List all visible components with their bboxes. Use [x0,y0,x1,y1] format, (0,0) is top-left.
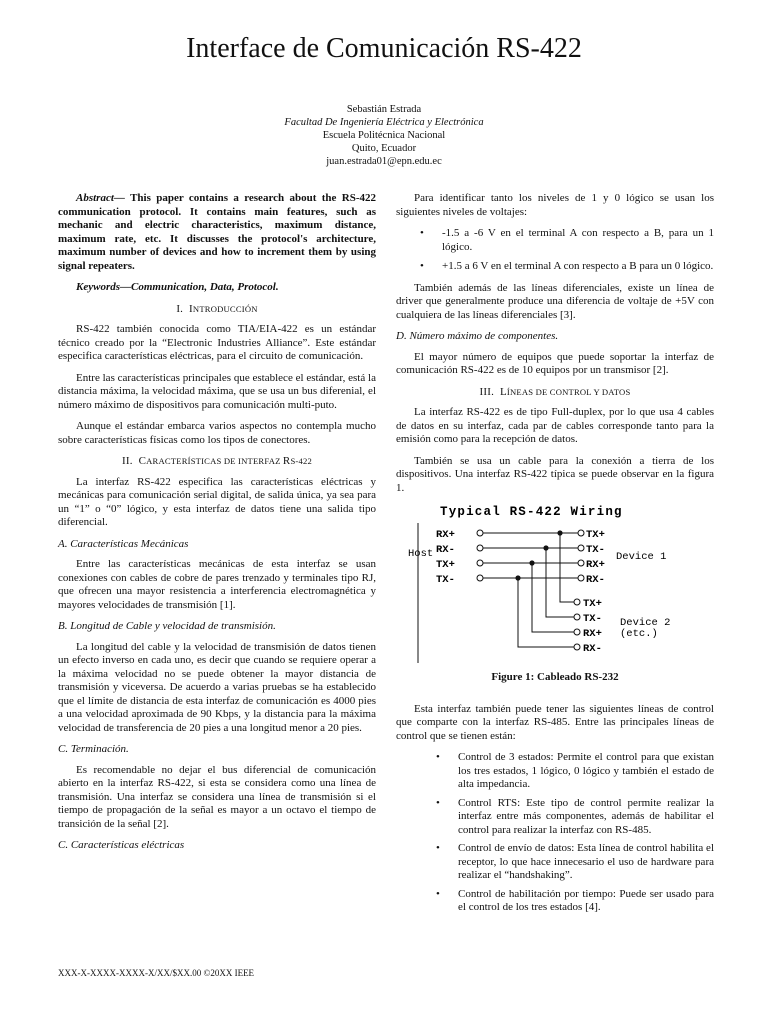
terminal-circle [578,545,584,551]
section-3-rest: ÍNEAS DE CONTROL Y DATOS [506,386,631,397]
list-item-text: Control de envío de datos: Esta línea de control habilita el receptor, lo que hace innecesario el uso de hardware para realizar el “handshaking”. [458,842,714,881]
full-duplex-paragraph: La interfaz RS-422 es de tipo Full-duplex, por lo que usa 4 cables de datos en su interfaz, cada par de cables corresponde tanto para la emisión como para la recepción de datos. [396,406,714,445]
ground-cable-paragraph: También se usa un cable para la conexión a tierra de los dispositivos. Una interfaz RS-422 típica se puede observar en la figura 1. [396,454,714,494]
terminal-circle [578,575,584,581]
bullet-icon: • [436,887,440,900]
section-heading-3 [396,386,714,400]
author-block [284,103,484,168]
wire [560,533,574,602]
device1-pin-label: TX- [586,544,605,556]
cable-length-paragraph: La longitud del cable y la velocidad de transmisión de datos tienen un efecto inverso en cada uno, es decir que cuando se requiere operar a la máxima velocidad no se puede obtener la mayor distancia de transmisión y viceversa. De acuerdo a varias pruebas se ha establecido que el límite de distancia de esta interfaz de comunicación es 4000 pies a una velocidad aproximada de 90 Kbps, y la distancia para la máxima velocidad de transferencia de 20 pies a una longitud menor a 20 pies. [58,640,376,734]
device1-label: Device 1 [616,551,667,563]
copyright-footer: XXX-X-XXXX-XXXX-X/XX/$XX.00 ©20XX IEEE [58,968,255,978]
author-faculty: Facultad De Ingeniería Eléctrica y Electrónica [284,117,484,128]
wiring-figure [396,503,714,665]
device1-pin-label: RX- [586,574,605,586]
junction-dot [515,575,520,580]
section-3-first: L [500,385,507,398]
device2-sublabel: (etc.) [620,628,658,640]
host-label: Host [408,548,434,560]
wire [532,563,574,632]
host-pin-label: TX- [436,574,455,586]
junction-dot [557,530,562,535]
abstract [58,192,376,273]
control-lines-paragraph: Esta interfaz también puede tener las siguientes líneas de control que comparte con la interfaz RS-485. Entre las principales líneas de control que se tienen están: [396,702,714,742]
list-item-text: Control de 3 estados: Permite el control para que existan los tres estados, 1 lógico, 0 lógico y también el estado de alta impedancia. [458,751,714,790]
list-item [396,842,714,883]
device2-pin-label: TX+ [583,598,602,610]
section-2-first: C [138,455,147,467]
device2-label: Device 2 [620,617,671,629]
device1-pin-label: TX+ [586,529,605,541]
voltage-intro-paragraph: Para identificar tanto los niveles de 1 y 0 lógico se usan los siguientes niveles de voltajes: [396,192,714,218]
device2-pin-label: RX+ [583,628,602,640]
section-1-number: I. [176,302,184,315]
paper-title: Interface de Comunicación RS-422 [186,33,582,64]
author-school: Escuela Politécnica Nacional [322,130,446,141]
section-2-tail-rest: S-422 [290,456,312,466]
section-2-tail-first: R [282,455,291,467]
terminal-circle [578,530,584,536]
terminal-circle [477,575,483,581]
section-3-number: III. [479,385,495,398]
section-2-number: II. [121,455,133,467]
termination-paragraph: Es recomendable no dejar el bus diferencial de comunicación abierto en la interfaz RS-422, si esta se considera como una línea de transmisión. Una interfaz se considera una línea de transmisión si el tiempo de propagación de la señal es mayor a un octavo el tiempo de transición de la señal [2]. [58,763,376,830]
device1-pin-label: RX+ [586,559,605,571]
subheading-b: B. Longitud de Cable y velocidad de transmisión. [58,620,276,632]
list-item-text: -1.5 a -6 V en el terminal A con respecto a B, para un 1 lógico. [442,227,714,253]
mechanical-paragraph: Entre las características mecánicas de esta interfaz se usan conexiones con cables de cobre de pares trenzado y terminales tipo RJ, que ofrecen una mayor resistencia a interferencia electromagnética y mayores velocidades de transmisión [1]. [58,558,376,611]
device2-pin-label: TX- [583,613,602,625]
intro-paragraph-2: Entre las características principales que establece el estándar, está la distancia máxima, la velocidad máxima, que se usa un bus diferenial, el número máximo de dispositivos para comunicación multi-puto. [58,371,376,411]
keywords: Keywords—Communication, Data, Protocol. [76,281,279,293]
terminal-circle [574,614,580,620]
junction-dot [529,560,534,565]
list-item [396,797,714,838]
subheading-c: C. Terminación. [58,743,129,755]
figure-title: Typical RS-422 Wiring [440,505,623,519]
terminal-circle [574,629,580,635]
section-heading-2 [58,455,376,469]
intro-paragraph-3: Aunque el estándar embarca varios aspectos no contempla mucho sobre características físicas como los tipos de conectores. [58,420,376,446]
right-column [396,192,714,920]
list-item-text: Control RTS: Este tipo de control permite realizar la interfaz entre más componentes, además de habilitar el control para realizar la interfaz con RS-485. [458,796,714,836]
section-1-first: I [189,302,193,315]
list-item [396,260,714,274]
author-email: juan.estrada01@epn.edu.ec [326,156,442,167]
terminal-circle [477,530,483,536]
section-heading-1 [58,303,376,317]
subheading-c2: C. Características eléctricas [58,839,185,851]
abstract-text: This paper contains a research about the RS-422 communication protocol. It contains main features, such as mechanic and electric characteristics, maximum distance, maximum rate, etc. It discusses the protocol's architecture, maximum number of devices and how to increment them by using signal repeaters. [58,192,376,272]
terminal-circle [578,560,584,566]
left-column [58,192,376,860]
terminal-circle [477,545,483,551]
intro-paragraph-1: RS-422 también conocida como TIA/EIA-422 es un estándar técnico creado por la “Electronic Industries Alliance”. Este estándar especifica características eléctricas, para el circuito de comunicación. [58,323,376,362]
voltage-list [396,227,714,274]
bullet-icon: • [420,227,424,239]
control-lines-list [396,751,714,915]
list-item-text: +1.5 a 6 V en el terminal A con respecto a B para un 0 lógico. [442,260,714,272]
section-2-rest: ARACTERÍSTICAS DE INTERFAZ [146,456,283,466]
terminal-circle [574,644,580,650]
list-item [396,888,714,915]
device2-pin-label: RX- [583,643,602,655]
driver-line-paragraph: También además de las líneas diferenciales, existe un línea de driver que generalmente produce una diferencia de voltaje de +5V con cualquiera de las líneas diferenciales [3]. [396,281,714,321]
bullet-icon: • [436,796,440,809]
terminal-circle [477,560,483,566]
list-item [396,227,714,254]
figure-caption: Figure 1: Cableado RS-232 [491,671,619,683]
max-components-paragraph: El mayor número de equipos que puede soportar la interfaz de comunicación RS-422 es de 10 equipos por un transmisor [2]. [396,350,714,376]
subheading-d: D. Número máximo de componentes. [396,330,559,342]
bullet-icon: • [420,260,424,272]
author-name: Sebastián Estrada [346,104,422,115]
section-1-rest: NTRODUCCIÓN [192,303,258,314]
junction-dot [543,545,548,550]
bullet-icon: • [436,842,440,854]
host-pin-label: RX- [436,544,455,556]
abstract-label: Abstract— [76,192,125,204]
list-item [396,751,714,792]
author-city: Quito, Ecuador [351,143,417,154]
subheading-a: A. Características Mecánicas [58,537,189,550]
host-pin-label: TX+ [436,559,455,571]
host-pin-label: RX+ [436,529,455,541]
list-item-text: Control de habilitación por tiempo: Puede ser usado para el control de los tres estados [4]. [458,887,714,913]
sec2-paragraph-1: La interfaz RS-422 especifica las características eléctricas y mecánicas para comunicación serial digital, de salida única, ya sea para un “1” o “0” lógico, y esta interfaz de datos tiene una salida tipo diferencial. [58,475,376,528]
terminal-circle [574,599,580,605]
bullet-icon: • [436,751,440,763]
wiring-diagram [408,503,698,665]
